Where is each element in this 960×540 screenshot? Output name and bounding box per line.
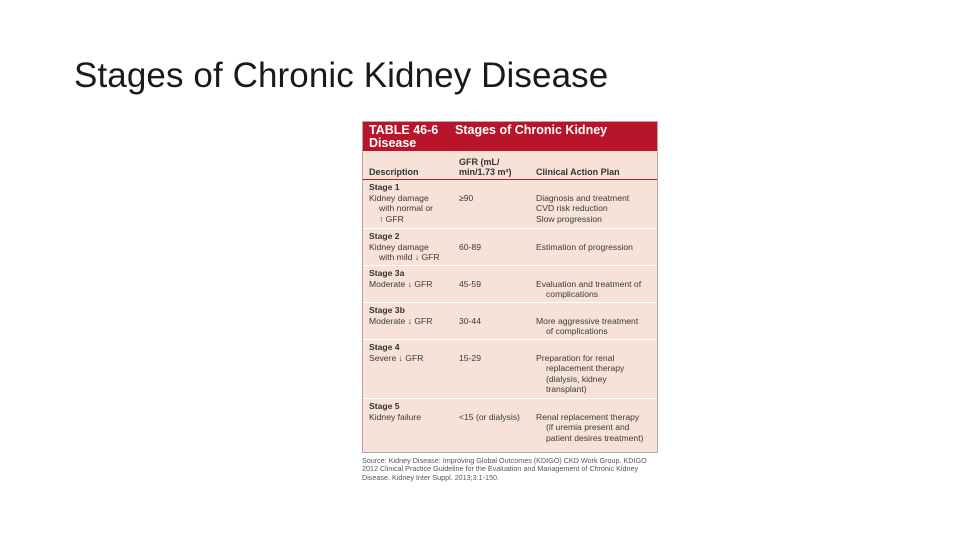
column-header-gfr-line2: min/1.73 m²) [459, 167, 512, 177]
action-line: CVD risk reduction [536, 203, 608, 214]
gfr-value: 60-89 [459, 241, 481, 252]
desc-line: Severe ↓ GFR [369, 352, 424, 363]
desc-line: with normal or [379, 203, 433, 214]
desc-line: with mild ↓ GFR [379, 252, 440, 263]
stage-label: Stage 3b [369, 305, 405, 315]
action-line: Slow progression [536, 213, 602, 224]
desc-line: Moderate ↓ GFR [369, 278, 433, 289]
table-source-note: Source: Kidney Disease: Improving Global Outcomes (KDIGO) CKD Work Group. KDIGO 2012 Clinical Practice Guideline for the Evaluation and Management of Chronic Kidney Disease. Kidney Inter Suppl. 2013;3:1-150. [362, 456, 647, 482]
gfr-value: <15 (or dialysis) [459, 411, 520, 422]
slide-title: Stages of Chronic Kidney Disease [74, 56, 609, 95]
action-line: (if uremia present and [546, 422, 630, 433]
gfr-value: 15-29 [459, 352, 481, 363]
stage-label: Stage 1 [369, 182, 400, 192]
desc-line: Kidney damage [369, 241, 429, 252]
action-line: Diagnosis and treatment [536, 192, 630, 203]
stage-label: Stage 3a [369, 268, 405, 278]
ckd-stages-table [362, 121, 658, 453]
action-line: Estimation of progression [536, 241, 633, 252]
column-header-gfr [459, 157, 536, 177]
stage-description-cell [369, 342, 459, 396]
action-line: (dialysis, kidney [546, 373, 607, 384]
action-line: replacement therapy [546, 363, 625, 374]
stage-label: Stage 2 [369, 231, 400, 241]
table-label: TABLE 46-6 [369, 123, 439, 137]
table-figure [362, 121, 658, 482]
gfr-value: 30-44 [459, 315, 481, 326]
table-row [363, 340, 657, 399]
table-row [363, 266, 657, 303]
desc-line: Kidney damage [369, 192, 429, 203]
gfr-cell [459, 342, 536, 396]
table-header [363, 122, 657, 151]
action-cell [536, 231, 651, 263]
gfr-cell [459, 401, 536, 450]
table-title-line2: Disease [369, 136, 417, 150]
action-line: Preparation for renal [536, 352, 615, 363]
gfr-cell [459, 305, 536, 337]
stage-description-cell [369, 401, 459, 450]
action-cell [536, 401, 651, 450]
desc-line: Kidney failure [369, 411, 422, 422]
action-cell [536, 305, 651, 337]
action-line: patient desires treatment) [546, 432, 644, 443]
stage-description-cell [369, 305, 459, 337]
action-line: Renal replacement therapy [536, 411, 640, 422]
table-title-line1: Stages of Chronic Kidney [455, 123, 608, 137]
table-row [363, 303, 657, 340]
table-row [363, 180, 657, 229]
action-line: More aggressive treatment [536, 315, 639, 326]
action-line: of complications [546, 326, 608, 337]
column-header-gfr-line1: GFR (mL/ [459, 157, 500, 167]
column-headers [363, 151, 657, 180]
action-cell [536, 182, 651, 226]
desc-line: ↑ GFR [379, 213, 404, 224]
table-row [363, 399, 657, 452]
stage-description-cell [369, 231, 459, 263]
desc-line: Moderate ↓ GFR [369, 315, 433, 326]
stage-description-cell [369, 268, 459, 300]
gfr-cell [459, 268, 536, 300]
action-cell [536, 342, 651, 396]
table-row [363, 229, 657, 266]
gfr-value: 45-59 [459, 278, 481, 289]
stage-label: Stage 5 [369, 401, 400, 411]
stage-description-cell [369, 182, 459, 226]
action-line: complications [546, 289, 599, 300]
action-line: Evaluation and treatment of [536, 278, 642, 289]
action-cell [536, 268, 651, 300]
gfr-value: ≥90 [459, 192, 474, 203]
stage-label: Stage 4 [369, 342, 400, 352]
column-header-action: Clinical Action Plan [536, 167, 620, 177]
gfr-cell [459, 182, 536, 226]
gfr-cell [459, 231, 536, 263]
column-header-description: Description [369, 167, 419, 177]
action-line: transplant) [546, 384, 587, 395]
